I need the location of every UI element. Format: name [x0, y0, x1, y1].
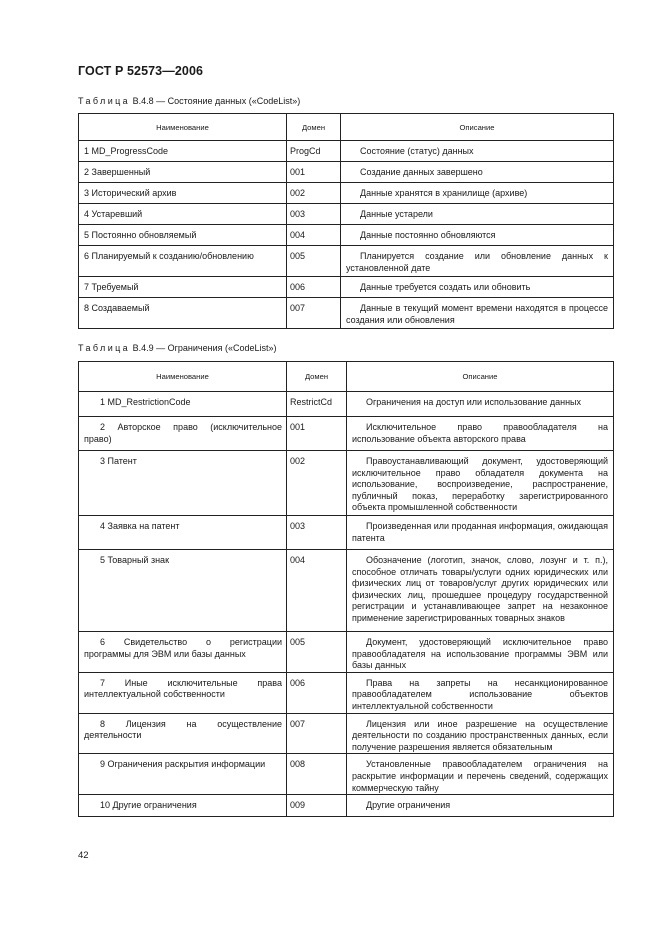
- table2-caption-text: B.4.9 — Ограничения («CodeList»): [132, 343, 277, 353]
- cell-domain: 005: [287, 632, 347, 673]
- cell-name: 6 Свидетельство о регистрации программы для ЭВМ или базы данных: [79, 632, 287, 673]
- cell-name: 1 MD_RestrictionCode: [79, 392, 287, 417]
- table-row: [79, 795, 614, 817]
- cell-description: Правоустанавливающий документ, удостоверяющий исключительное право обладателя документа на использование, воспроизведение, распространение, публичный показ, переработку зарегистрированного объекта промышленной собственности: [347, 451, 614, 516]
- cell-description: Установленные правообладателем ограничения на раскрытие информации и перечень сведений, содержащих коммерческую тайну: [347, 754, 614, 795]
- cell-name: 7 Требуемый: [79, 277, 287, 298]
- cell-name: 3 Патент: [79, 451, 287, 516]
- col-header-name: Наименование: [79, 114, 287, 141]
- cell-domain: 001: [287, 417, 347, 451]
- cell-description: Состояние (статус) данных: [341, 141, 614, 162]
- cell-name: 2 Завершенный: [79, 162, 287, 183]
- cell-description: Данные постоянно обновляются: [341, 225, 614, 246]
- cell-description: Обозначение (логотип, значок, слово, лозунг и т. п.), способное отличать товары/услуги одних юридических или физических лиц от товаров/услуг других юридических или физических лиц, прошедшее процедуру государственной регистрации и устанавливающее запрет на незаконное применение зарегистрированных товарных знаков: [347, 550, 614, 632]
- table-row: [79, 277, 614, 298]
- table-row: [79, 183, 614, 204]
- cell-name: 8 Создаваемый: [79, 298, 287, 329]
- table-row: [79, 713, 614, 754]
- table1-body: [79, 141, 614, 329]
- cell-domain: 004: [287, 225, 341, 246]
- cell-description: Другие ограничения: [347, 795, 614, 817]
- cell-domain: 003: [287, 516, 347, 550]
- cell-name: 10 Другие ограничения: [79, 795, 287, 817]
- cell-description: Данные устарели: [341, 204, 614, 225]
- table1-caption-prefix: Таблица: [78, 96, 131, 106]
- cell-description: Лицензия или иное разрешение на осуществление деятельности по созданию пространственных данных, если получение разрешения является обязательным: [347, 713, 614, 754]
- table-row: [79, 451, 614, 516]
- table-row: [79, 417, 614, 451]
- document-header: ГОСТ Р 52573—2006: [78, 64, 204, 78]
- page-number: 42: [78, 850, 89, 861]
- cell-name: 8 Лицензия на осуществление деятельности: [79, 713, 287, 754]
- cell-description: Данные в текущий момент времени находятся в процессе создания или обновления: [341, 298, 614, 329]
- cell-name: 9 Ограничения раскрытия информации: [79, 754, 287, 795]
- cell-name: 2 Авторское право (исключительное право): [79, 417, 287, 451]
- col-header-description: Описание: [347, 362, 614, 392]
- cell-name: 1 MD_ProgressCode: [79, 141, 287, 162]
- cell-domain: 002: [287, 451, 347, 516]
- table-row: [79, 141, 614, 162]
- cell-domain: 007: [287, 713, 347, 754]
- cell-domain: 009: [287, 795, 347, 817]
- cell-domain: 002: [287, 183, 341, 204]
- table2-caption-prefix: Таблица: [78, 343, 131, 353]
- cell-description: Планируется создание или обновление данных к установленной дате: [341, 246, 614, 277]
- col-header-domain: Домен: [287, 362, 347, 392]
- table1-caption-text: B.4.8 — Состояние данных («CodeList»): [132, 96, 301, 106]
- cell-domain: 008: [287, 754, 347, 795]
- table-row: [79, 672, 614, 713]
- col-header-name: Наименование: [79, 362, 287, 392]
- table-row: [79, 225, 614, 246]
- table-row: [79, 204, 614, 225]
- table-row: [79, 754, 614, 795]
- cell-name: 7 Иные исключительные права интеллектуальной собственности: [79, 672, 287, 713]
- cell-name: 5 Постоянно обновляемый: [79, 225, 287, 246]
- cell-domain: 006: [287, 672, 347, 713]
- table-row: [79, 516, 614, 550]
- cell-name: 3 Исторический архив: [79, 183, 287, 204]
- cell-description: Документ, удостоверяющий исключительное право правообладателя на использование программы ЭВМ или базы данных: [347, 632, 614, 673]
- cell-name: 4 Устаревший: [79, 204, 287, 225]
- table-row: [79, 550, 614, 632]
- table-row: [79, 392, 614, 417]
- cell-domain: 005: [287, 246, 341, 277]
- cell-domain: RestrictCd: [287, 392, 347, 417]
- cell-description: Ограничения на доступ или использование данных: [347, 392, 614, 417]
- table-restriction-code: [78, 361, 614, 817]
- table1-caption: [78, 96, 300, 106]
- table2-caption: [78, 343, 277, 353]
- cell-description: Произведенная или проданная информация, ожидающая патента: [347, 516, 614, 550]
- table-row: [79, 298, 614, 329]
- table-row: [79, 632, 614, 673]
- table-row: [79, 162, 614, 183]
- cell-domain: 003: [287, 204, 341, 225]
- cell-name: 5 Товарный знак: [79, 550, 287, 632]
- col-header-domain: Домен: [287, 114, 341, 141]
- cell-domain: ProgCd: [287, 141, 341, 162]
- table2-body: [79, 392, 614, 817]
- table-row: [79, 246, 614, 277]
- cell-description: Создание данных завершено: [341, 162, 614, 183]
- col-header-description: Описание: [341, 114, 614, 141]
- cell-domain: 007: [287, 298, 341, 329]
- cell-domain: 001: [287, 162, 341, 183]
- table-progress-code: [78, 113, 614, 329]
- cell-domain: 006: [287, 277, 341, 298]
- cell-description: Права на запреты на несанкционированное правообладателем использование объектов интеллектуальной собственности: [347, 672, 614, 713]
- cell-domain: 004: [287, 550, 347, 632]
- cell-description: Данные требуется создать или обновить: [341, 277, 614, 298]
- cell-description: Исключительное право правообладателя на использование объекта авторского права: [347, 417, 614, 451]
- cell-description: Данные хранятся в хранилище (архиве): [341, 183, 614, 204]
- cell-name: 4 Заявка на патент: [79, 516, 287, 550]
- cell-name: 6 Планируемый к созданию/обновлению: [79, 246, 287, 277]
